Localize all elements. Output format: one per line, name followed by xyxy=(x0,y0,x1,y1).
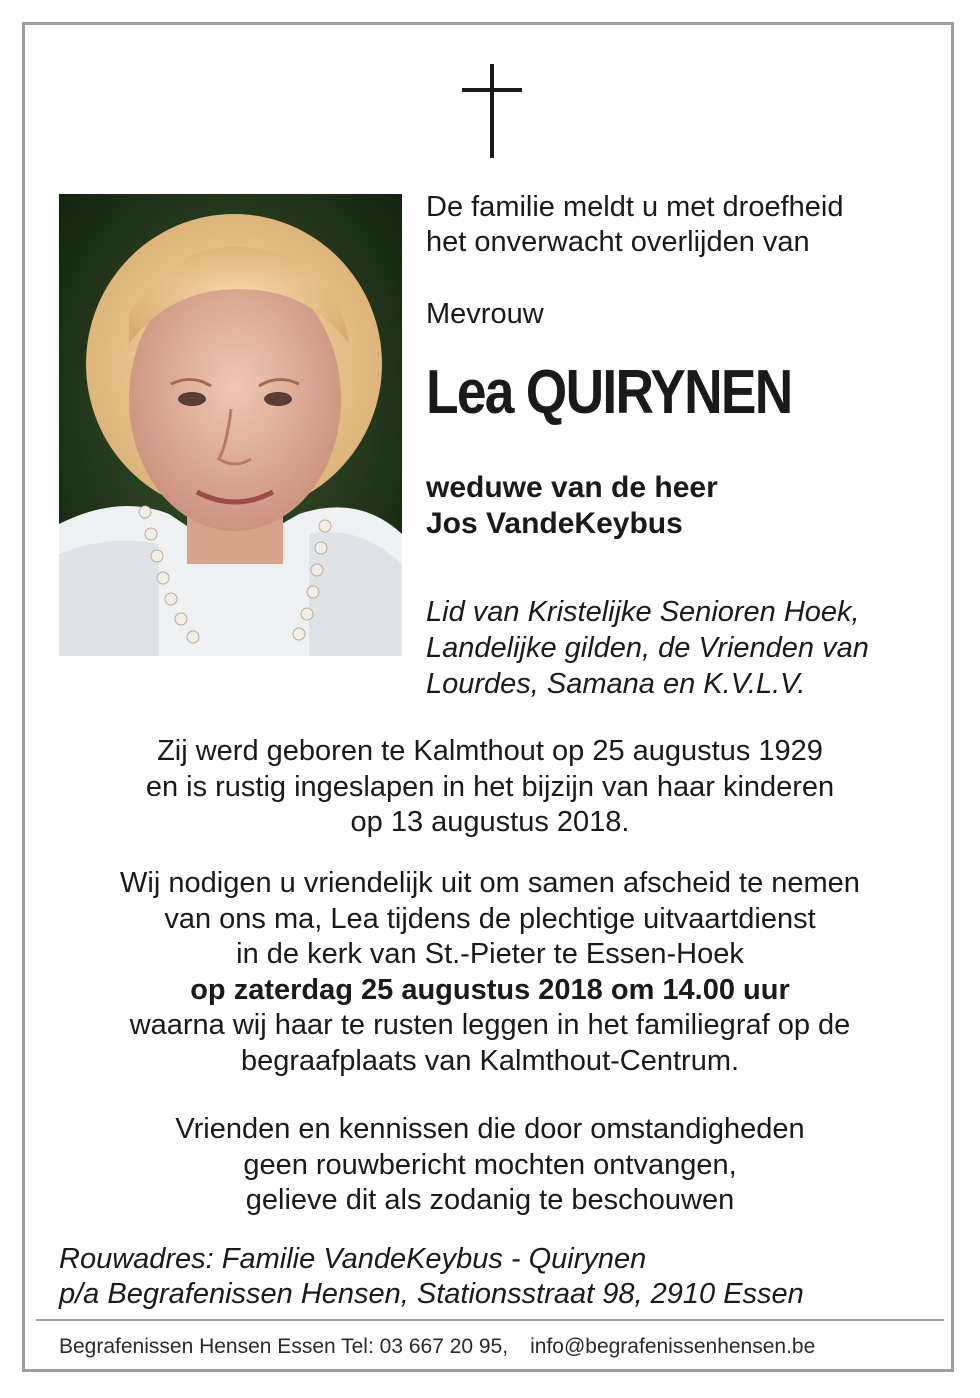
membership-line-1: Lid van Kristelijke Senioren Hoek, xyxy=(426,596,860,628)
widow-text xyxy=(426,470,718,542)
funeral-invitation xyxy=(0,866,980,1079)
address-line-2: p/a Begrafenissen Hensen, Stationsstraat 98, 2910 Essen xyxy=(59,1278,804,1310)
footer-contact: Begrafenissen Hensen Essen Tel: 03 667 20 95, xyxy=(59,1335,509,1358)
friends-line-3: gelieve dit als zodanig te beschouwen xyxy=(245,1184,735,1216)
title-mevrouw: Mevrouw xyxy=(426,298,544,330)
mourning-address xyxy=(59,1242,804,1312)
invite-line-1: Wij nodigen u vriendelijk uit om samen afscheid te nemen xyxy=(120,867,860,899)
invite-line-5: waarna wij haar te rusten leggen in het familiegraf op de xyxy=(129,1009,851,1041)
footer-email[interactable]: info@begrafenissenhensen.be xyxy=(530,1335,816,1358)
footer-divider xyxy=(36,1319,944,1321)
membership-line-3: Lourdes, Samana en K.V.L.V. xyxy=(426,668,806,700)
born-line-3: op 13 augustus 2018. xyxy=(350,806,630,838)
widow-line-1: weduwe van de heer xyxy=(426,471,718,504)
born-line-1: Zij werd geboren te Kalmthout op 25 augustus 1929 xyxy=(157,735,823,767)
intro-text xyxy=(426,190,843,260)
invite-line-6: begraafplaats van Kalmthout-Centrum. xyxy=(240,1044,740,1077)
membership-text xyxy=(426,594,869,702)
invite-line-2: van ons ma, Lea tijdens de plechtige uitvaartdienst xyxy=(164,902,816,935)
birth-death-text xyxy=(0,734,980,841)
widow-line-2: Jos VandeKeybus xyxy=(426,507,683,540)
footer xyxy=(59,1334,837,1360)
friends-line-1: Vrienden en kennissen die door omstandigheden xyxy=(175,1113,805,1145)
address-line-1: Rouwadres: Familie VandeKeybus - Quirynen xyxy=(59,1243,647,1275)
portrait-photo xyxy=(59,194,402,656)
friends-line-2: geen rouwbericht mochten ontvangen, xyxy=(243,1148,737,1181)
deceased-name: Lea QUIRYNEN xyxy=(426,358,792,427)
born-line-2: en is rustig ingeslapen in het bijzijn van haar kinderen xyxy=(145,770,835,803)
invite-line-3: in de kerk van St.-Pieter te Essen-Hoek xyxy=(236,938,744,970)
intro-line-2: het onverwacht overlijden van xyxy=(426,226,810,258)
intro-line-1: De familie meldt u met droefheid xyxy=(426,191,844,223)
friends-notice xyxy=(0,1112,980,1219)
service-datetime: op zaterdag 25 augustus 2018 om 14.00 uur xyxy=(190,973,790,1006)
membership-line-2: Landelijke gilden, de Vrienden van xyxy=(426,632,869,664)
cross-icon xyxy=(462,64,522,158)
